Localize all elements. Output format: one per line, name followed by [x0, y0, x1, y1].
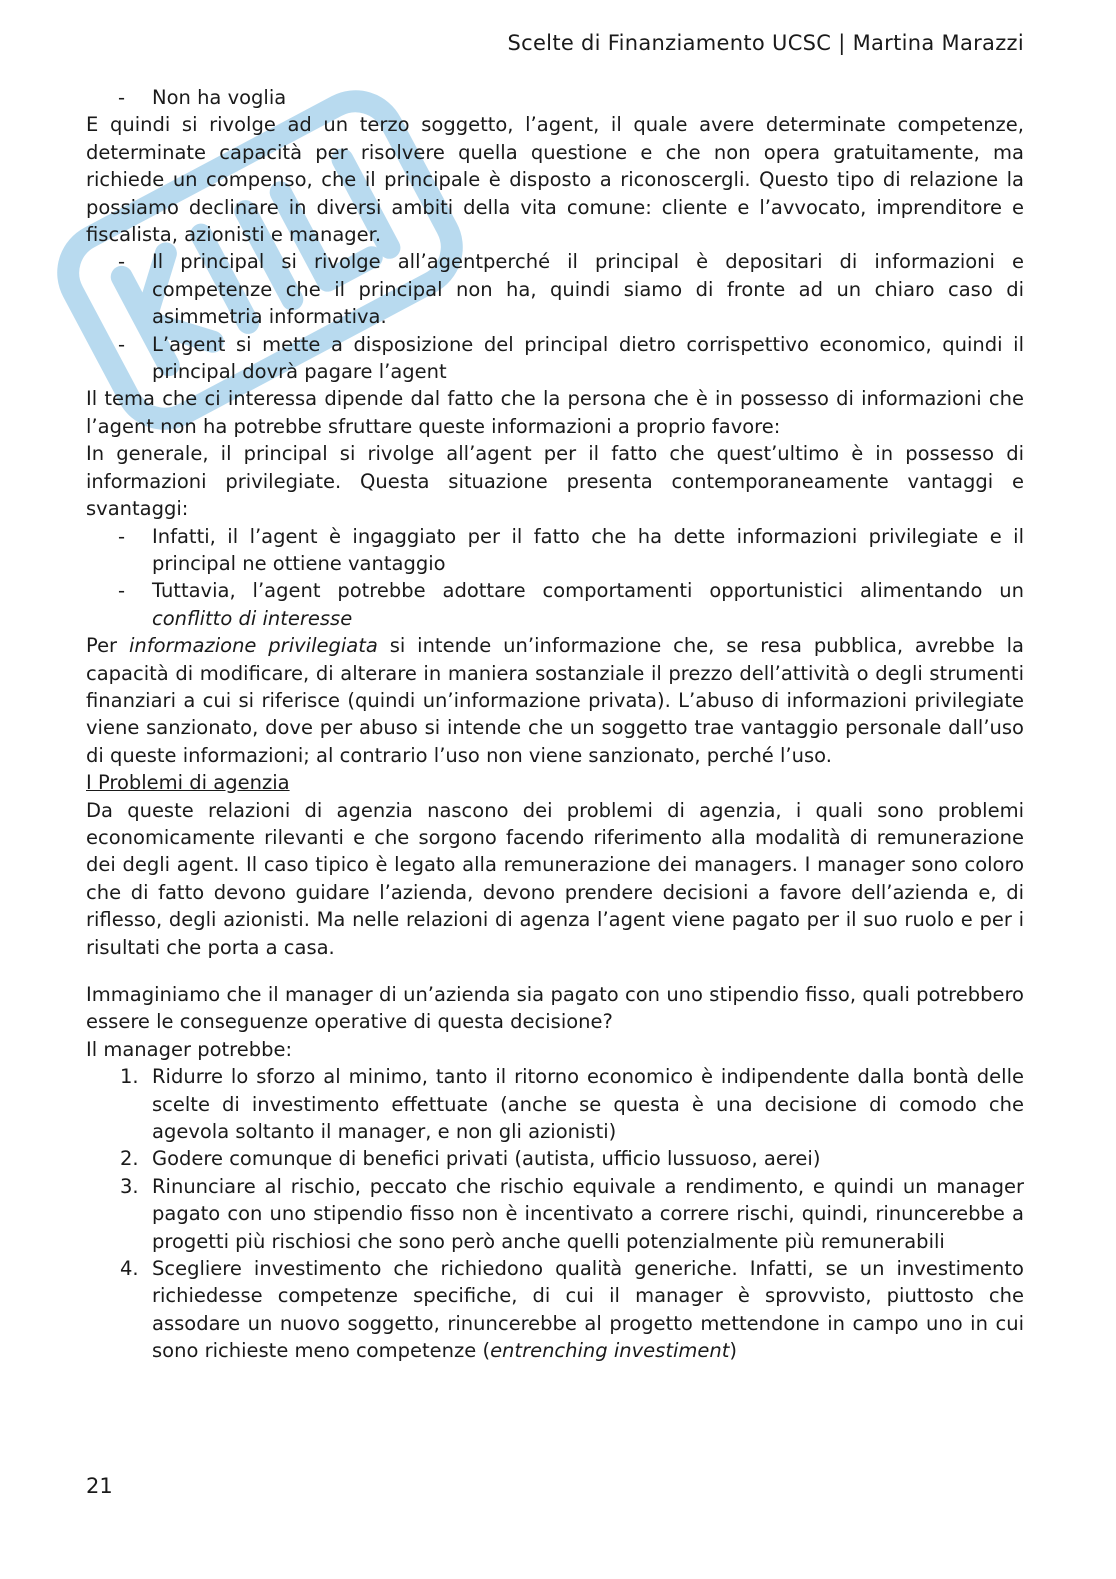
paragraph-text: Per — [86, 634, 118, 658]
number-marker: 4. — [120, 1257, 139, 1281]
italic-term: informazione privilegiata — [128, 634, 378, 658]
paragraph-text: si intende un’informazione che, se resa pubblica, avrebbe la capacità di modificare, di alterare in maniera sostanziale il prezzo dell’attività o degli strumenti finanziari a cui si riferisce (quindi un’informazione privata). L’abuso di informazioni privilegiate viene sanzionato, dove per abuso si intende che un soggetto trae vantaggio personale dall’uso di queste informazioni; al contrario l’uso non viene sanzionato, perché l’uso. — [86, 634, 1024, 767]
item-text: Ridurre lo sforzo al minimo, tanto il ritorno economico è indipendente dalla bontà delle scelte di investimento effettuate (anche se questa è una decisione di comodo che agevola soltanto il manager, e non gli azionisti) — [152, 1065, 1024, 1144]
paragraph: E quindi si rivolge ad un terzo soggetto, l’agent, il quale avere determinate competenze, determinate capacità per risolvere quella questione e che non opera gratuitamente, ma richiede un compenso, che il principale è disposto a riconoscergli. Questo tipo di relazione la possiamo declinare in diversi ambiti della vita comune: cliente e l’avvocato, imprenditore e fiscalista, azionisti e manager. — [86, 113, 1024, 247]
dash-marker: - — [118, 332, 126, 356]
bullet-item — [86, 248, 1024, 330]
item-text: Scegliere investimento che richiedono qualità generiche. Infatti, se un investimento richiedesse competenze specifiche, di cui il manager è sprovvisto, piuttosto che assodare un nuovo soggetto, rinuncerebbe al progetto mettendone in campo uno in cui sono richieste meno competenze ( — [152, 1257, 1024, 1363]
dash-marker: - — [118, 579, 126, 603]
numbered-item — [86, 1255, 1024, 1365]
paragraph — [86, 632, 1024, 769]
page-header: Scelte di Finanziamento UCSC | Martina Marazzi — [507, 31, 1024, 55]
paragraph: Da queste relazioni di agenzia nascono dei problemi di agenzia, i quali sono problemi economicamente rilevanti e che sorgono facendo riferimento alla modalità di remunerazione dei degli agent. Il caso tipico è legato alla remunerazione dei managers. I manager sono coloro che di fatto devono guidare l’azienda, devono prendere decisioni a favore dell’azienda e, di riflesso, degli azionisti. Ma nelle relazioni di agenza l’agent viene pagato per il suo ruolo e per i risultati che porta a casa. — [86, 798, 1024, 959]
paragraph: Immaginiamo che il manager di un’azienda sia pagato con uno stipendio fisso, quali potrebbero essere le conseguenze operative di questa decisione? — [86, 983, 1024, 1034]
number-marker: 1. — [120, 1065, 139, 1089]
bullet-item — [86, 577, 1024, 632]
bullet-item — [86, 331, 1024, 386]
numbered-item — [86, 1173, 1024, 1255]
bullet-text: Non ha voglia — [152, 86, 287, 109]
italic-term: conflitto di interesse — [152, 606, 353, 630]
numbered-item — [86, 1145, 1024, 1172]
item-text: Rinunciare al rischio, peccato che rischio equivale a rendimento, e quindi un manager pagato con uno stipendio fisso non è incentivato a correre rischi, quindi, rinuncerebbe a progetti più rischiosi che sono però anche quelli potenzialmente più remunerabili — [152, 1174, 1024, 1253]
section-title — [86, 769, 1024, 796]
paragraph: Il tema che ci interessa dipende dal fatto che la persona che è in possesso di informazioni che l’agent non ha potrebbe sfruttare queste informazioni a proprio favore: — [86, 387, 1024, 438]
numbered-item — [86, 1063, 1024, 1145]
item-text: Godere comunque di benefici privati (autista, ufficio lussuoso, aerei) — [152, 1147, 821, 1171]
bullet-item — [86, 84, 1024, 111]
spacer — [86, 961, 1024, 981]
number-marker: 3. — [120, 1174, 139, 1198]
bullet-text: Infatti, il l’agent è ingaggiato per il fatto che ha dette informazioni privilegiate e il principal ne ottiene vantaggio — [152, 524, 1024, 575]
dash-marker: - — [118, 524, 126, 548]
bullet-text: L’agent si mette a disposizione del principal dietro corrispettivo economico, quindi il principal dovrà pagare l’agent — [152, 332, 1024, 384]
dash-marker: - — [118, 86, 126, 109]
bullet-text: Il principal si rivolge all’agentperché il principal è depositari di informazioni e competenze che il principal non ha, quindi siamo di fronte ad un chiaro caso di asimmetria informativa. — [152, 250, 1024, 329]
paragraph: In generale, il principal si rivolge all’agent per il fatto che quest’ultimo è in possesso di informazioni privilegiate. Questa situazione presenta contemporaneamente vantaggi e svantaggi: — [86, 442, 1024, 521]
bullet-text: Tuttavia, l’agent potrebbe adottare comportamenti opportunistici alimentando un — [152, 579, 1024, 603]
italic-term: entrenching investiment — [490, 1339, 730, 1363]
bullet-item — [86, 523, 1024, 578]
main-content — [86, 84, 1024, 1365]
page-number: 21 — [86, 1474, 113, 1498]
dash-marker: - — [118, 250, 126, 274]
item-text: ) — [729, 1339, 738, 1363]
paragraph: Il manager potrebbe: — [86, 1037, 293, 1061]
number-marker: 2. — [120, 1147, 139, 1171]
section-title-text: I Problemi di agenzia — [86, 771, 290, 795]
